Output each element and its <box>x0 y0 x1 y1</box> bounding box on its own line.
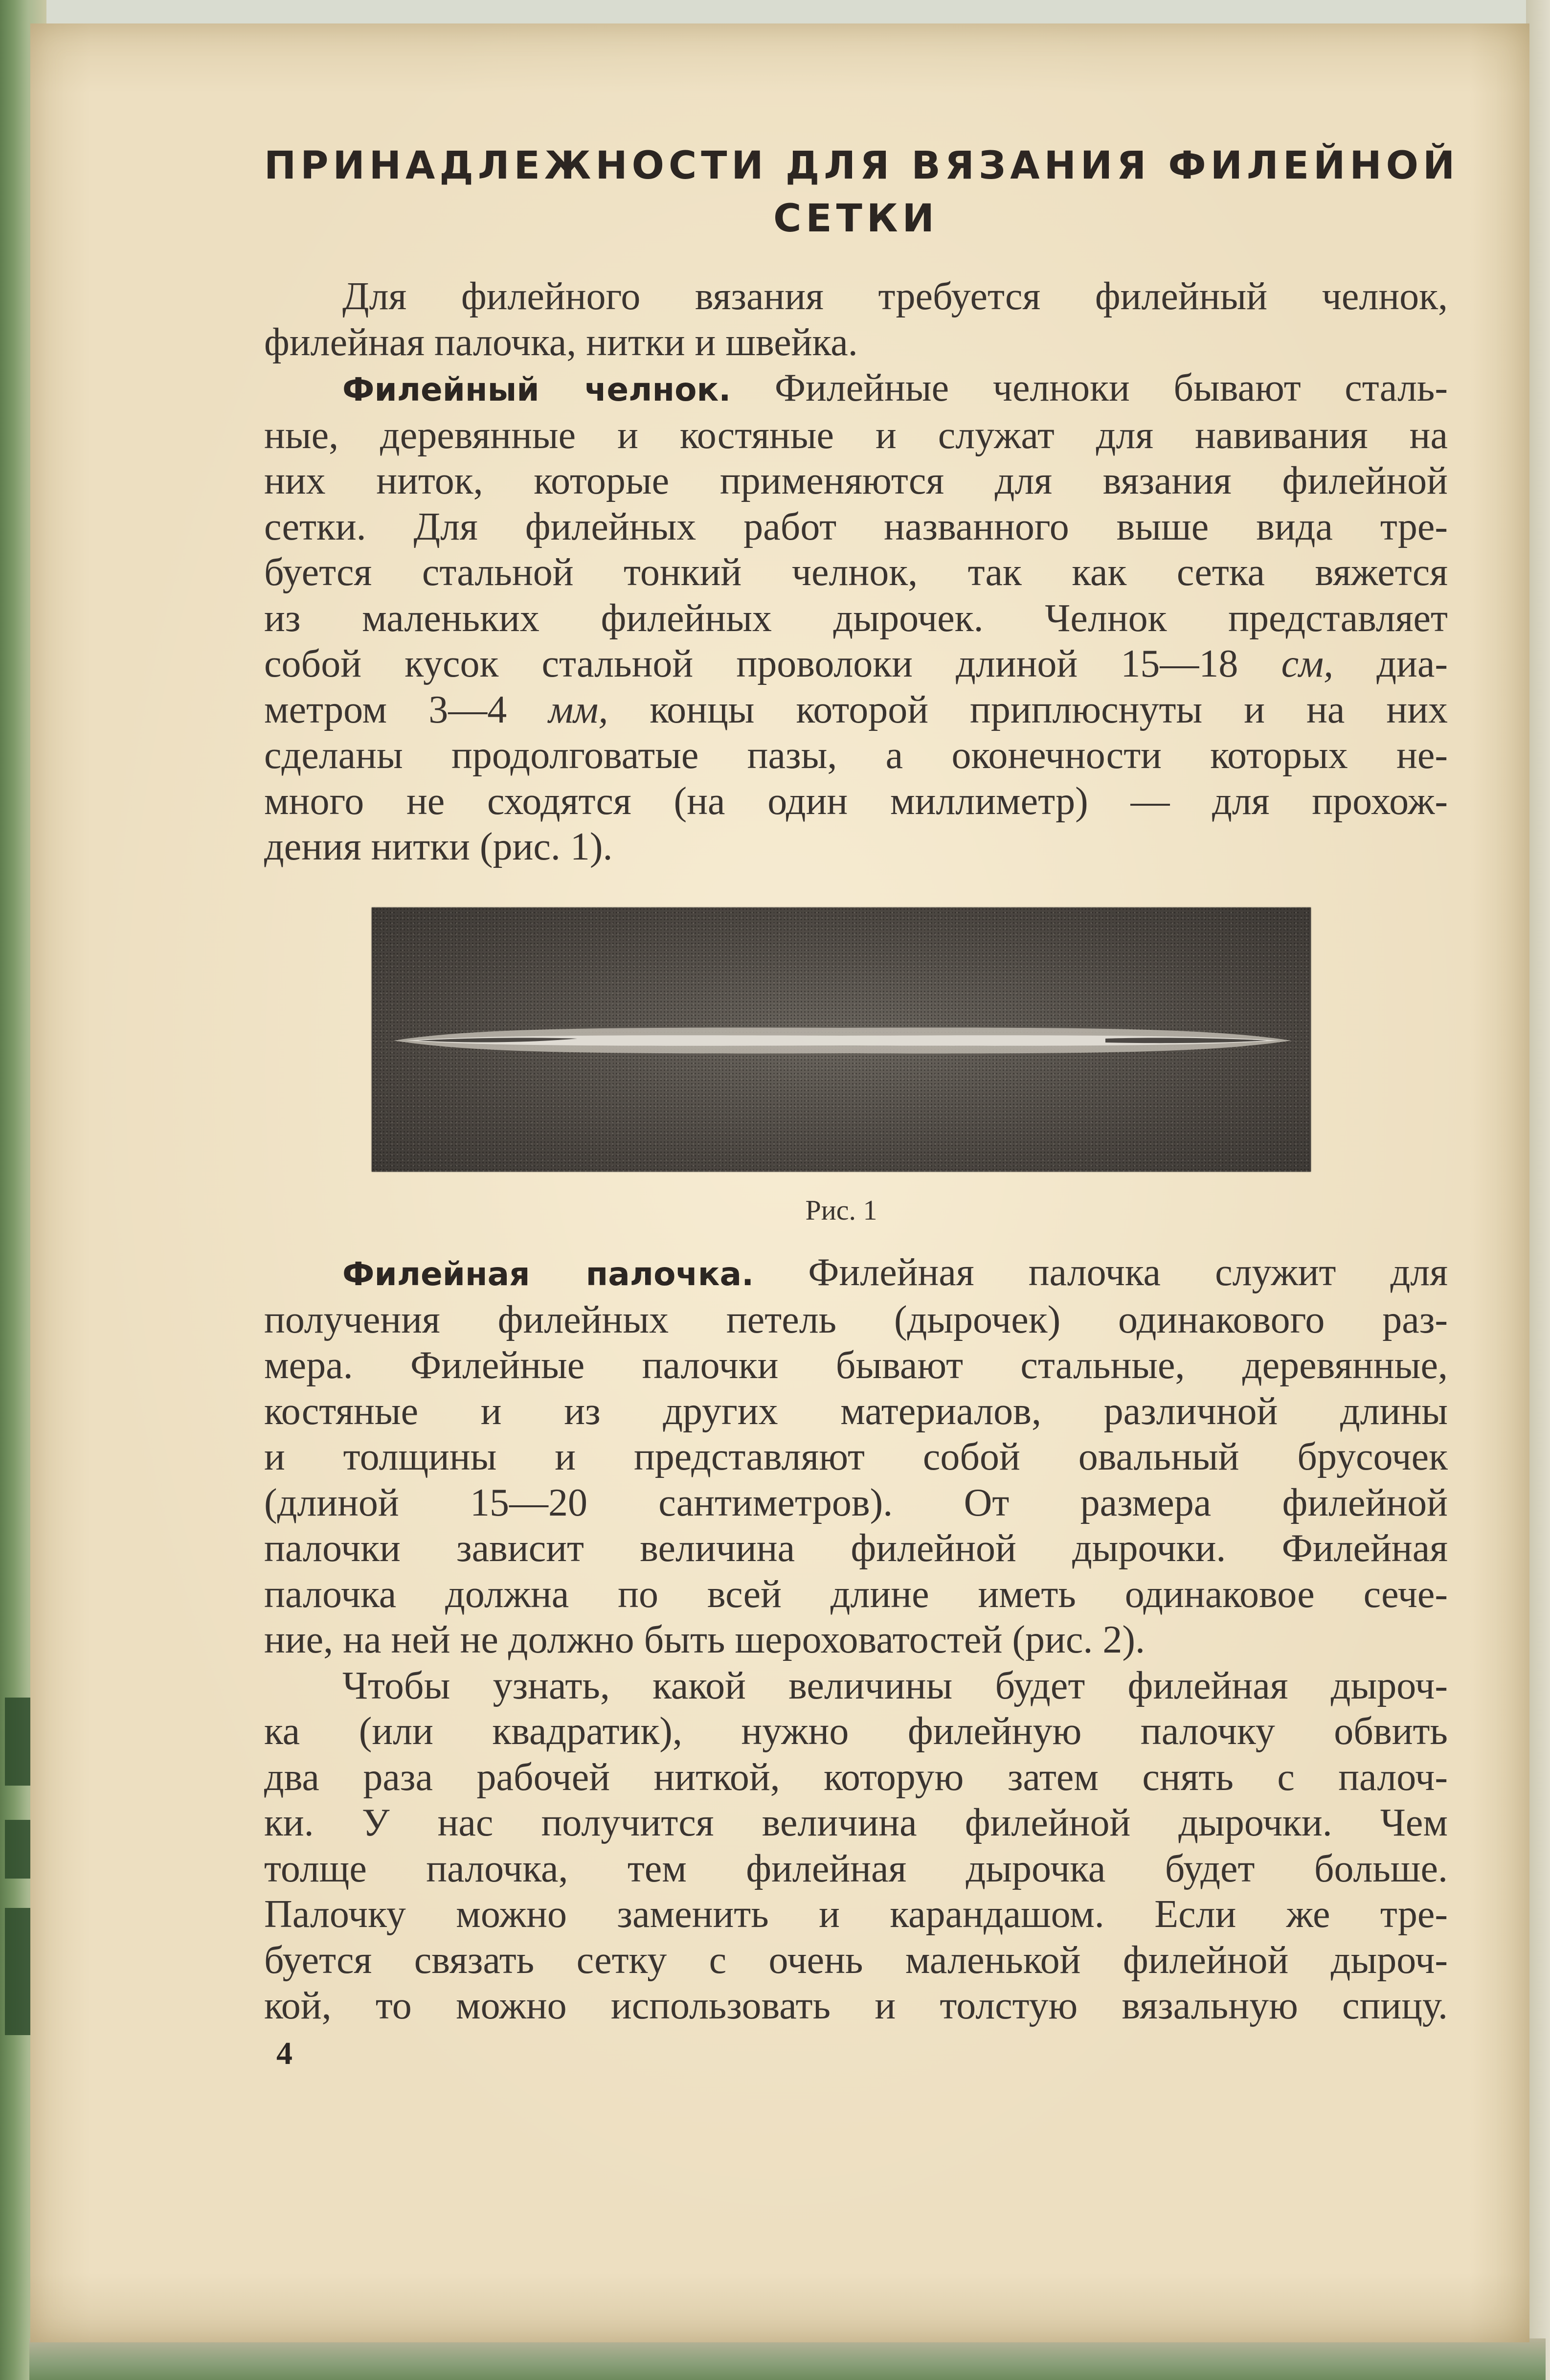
text-line: Для филейного вязания требуется филейный челнок, <box>342 275 1448 318</box>
page-edge-bottom <box>29 2338 1546 2380</box>
text-line: палочка должна по всей длине иметь одинаковое сече- <box>264 1572 1448 1616</box>
text-run: диа- <box>1333 642 1448 685</box>
run-in-heading-shuttle: Филейный челнок. <box>342 371 731 408</box>
text-line: из маленьких филейных дырочек. Челнок представляет <box>264 596 1448 640</box>
text-line: кой, то можно использовать и толстую вязальную спицу. <box>264 1984 1448 2027</box>
text-line: ные, деревянные и костяные и служат для навивания на <box>264 413 1448 457</box>
text-line <box>264 1250 1448 1297</box>
text-run: Филейные челноки бывают сталь- <box>731 366 1448 409</box>
text-line: филейная палочка, нитки и швейка. <box>264 320 858 364</box>
binding-mark <box>5 1698 34 1786</box>
paragraph-block-1 <box>264 274 1448 870</box>
paragraph-block-2 <box>264 1250 1448 2029</box>
run-in-heading-stick: Филейная палочка. <box>342 1255 754 1293</box>
text-line: костяные и из других материалов, различной длины <box>264 1389 1448 1433</box>
page-number: 4 <box>276 2036 292 2071</box>
text-line <box>264 365 1448 413</box>
title-line-1: ПРИНАДЛЕЖНОСТИ ДЛЯ ВЯЗАНИЯ ФИЛЕЙНОЙ <box>264 144 1460 188</box>
text-line: два раза рабочей ниткой, которую затем снять с палоч- <box>264 1755 1448 1799</box>
text-run: метром 3—4 <box>264 688 549 731</box>
binding-mark <box>5 1908 34 2035</box>
text-run: Филейная палочка служит для <box>754 1251 1448 1294</box>
text-line: Чтобы узнать, какой величины будет филейная дыроч- <box>342 1664 1448 1707</box>
text-line: Палочку можно заменить и карандашом. Если же тре- <box>264 1893 1448 1936</box>
text-line: (длиной 15—20 сантиметров). От размера филейной <box>264 1481 1448 1524</box>
text-line: дения нитки (рис. 1). <box>264 825 613 868</box>
text-run: собой кусок стальной проволоки длиной 15—18 <box>264 642 1281 685</box>
unit-mm: мм, <box>548 688 608 731</box>
text-line: получения филейных петель (дырочек) одинакового раз- <box>264 1298 1448 1341</box>
text-line: ка (или квадратик), нужно филейную палочку обвить <box>264 1710 1448 1753</box>
text-line <box>264 641 1448 687</box>
text-line: мера. Филейные палочки бывают стальные, деревянные, <box>264 1344 1448 1387</box>
text-line: много не сходятся (на один миллиметр) — для прохож- <box>264 779 1448 823</box>
text-line <box>264 687 1448 733</box>
figure-shuttle-photo <box>372 907 1311 1172</box>
text-line: сделаны продолговатые пазы, а оконечности которых не- <box>264 734 1448 777</box>
binding-mark <box>5 1820 34 1879</box>
figure-caption: Рис. 1 <box>805 1194 877 1226</box>
page-edge-right <box>1526 0 1550 2380</box>
text-line: ки. У нас получится величина филейной дырочки. Чем <box>264 1801 1448 1844</box>
page-title <box>264 139 1460 245</box>
text-line: палочки зависит величина филейной дырочки. Филейная <box>264 1527 1448 1570</box>
text-run: концы которой приплюснуты и на них <box>608 688 1448 731</box>
text-line: и толщины и представляют собой овальный брусочек <box>264 1435 1448 1478</box>
text-line: толще палочка, тем филейная дырочка будет больше. <box>264 1847 1448 1890</box>
text-line: буется связать сетку с очень маленькой филейной дыроч- <box>264 1938 1448 1982</box>
unit-cm: см, <box>1281 642 1334 685</box>
text-line: буется стальной тонкий челнок, так как сетка вяжется <box>264 551 1448 594</box>
shuttle-needle-image <box>372 907 1311 1172</box>
text-line: ние, на ней не должно быть шероховатостей (рис. 2). <box>264 1618 1145 1661</box>
title-line-2: СЕТКИ <box>773 197 939 241</box>
text-line: них ниток, которые применяются для вязания филейной <box>264 459 1448 502</box>
text-line: сетки. Для филейных работ названного выше вида тре- <box>264 505 1448 548</box>
